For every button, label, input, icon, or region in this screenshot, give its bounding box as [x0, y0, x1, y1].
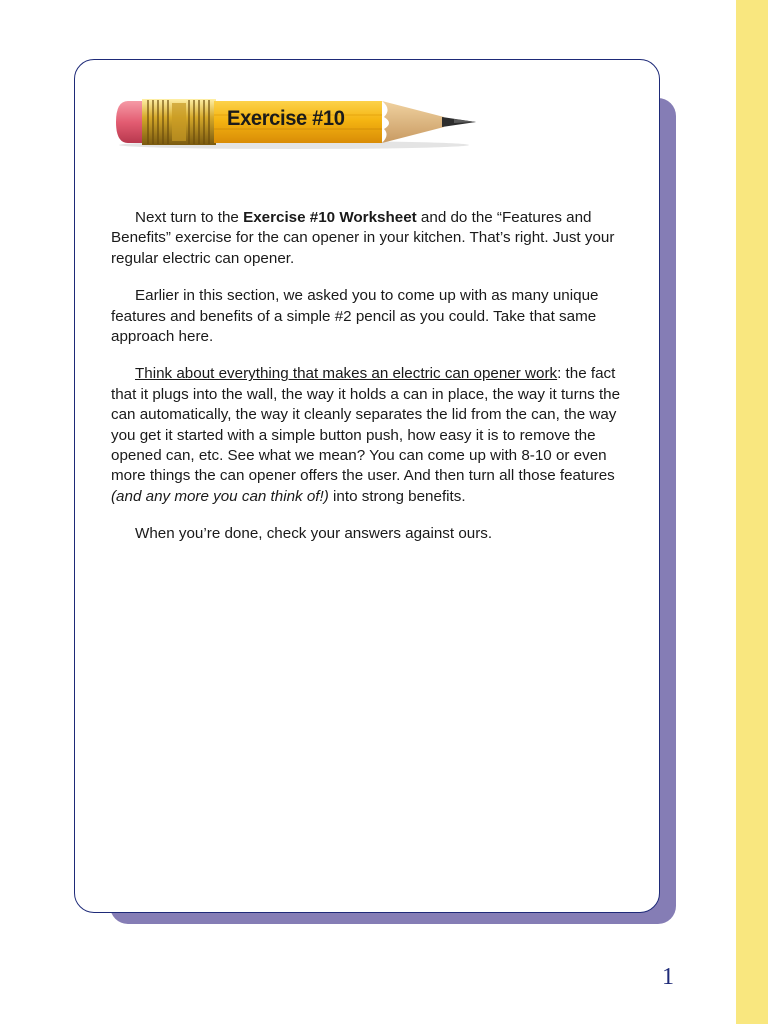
paragraph-3: [111, 364, 639, 507]
p3-text-middle: : the fact that it plugs into the wall, the way it holds a can in place, the way it turns the can automatically, the way it cleanly separates the lid from the can, the way you get it started with a simple button push, how easy it is to remove the opened can, etc. See what we mean? You can come up with 8-10 or even more things the can opener offers the user. And then turn all those features: [111, 365, 621, 485]
pencil-icon: [114, 95, 480, 151]
page-number: 1: [662, 964, 674, 990]
paragraph-1: [111, 208, 639, 269]
exercise-label: Exercise #10: [227, 107, 345, 130]
worksheet-reference: Exercise #10 Worksheet: [243, 209, 417, 226]
paragraph-4: When you’re done, check your answers against ours.: [135, 525, 493, 543]
p3-text-end: into strong benefits.: [328, 487, 466, 505]
p1-text-end: and do the “Features and Benefits” exercise for the can opener in your kitchen. That’s right. Just your regular electric can opener.: [111, 209, 615, 267]
side-strip: [736, 0, 768, 1024]
paragraph-2: Earlier in this section, we asked you to come up with as many unique features and benefits of a simple #2 pencil as you could. Take that same approach here.: [111, 287, 599, 346]
body-text: [111, 208, 639, 562]
p1-text-start: Next turn to the: [135, 209, 244, 226]
underlined-phrase: Think about everything that makes an electric can opener work: [135, 365, 558, 383]
italic-phrase: (and any more you can think of!): [111, 487, 329, 505]
